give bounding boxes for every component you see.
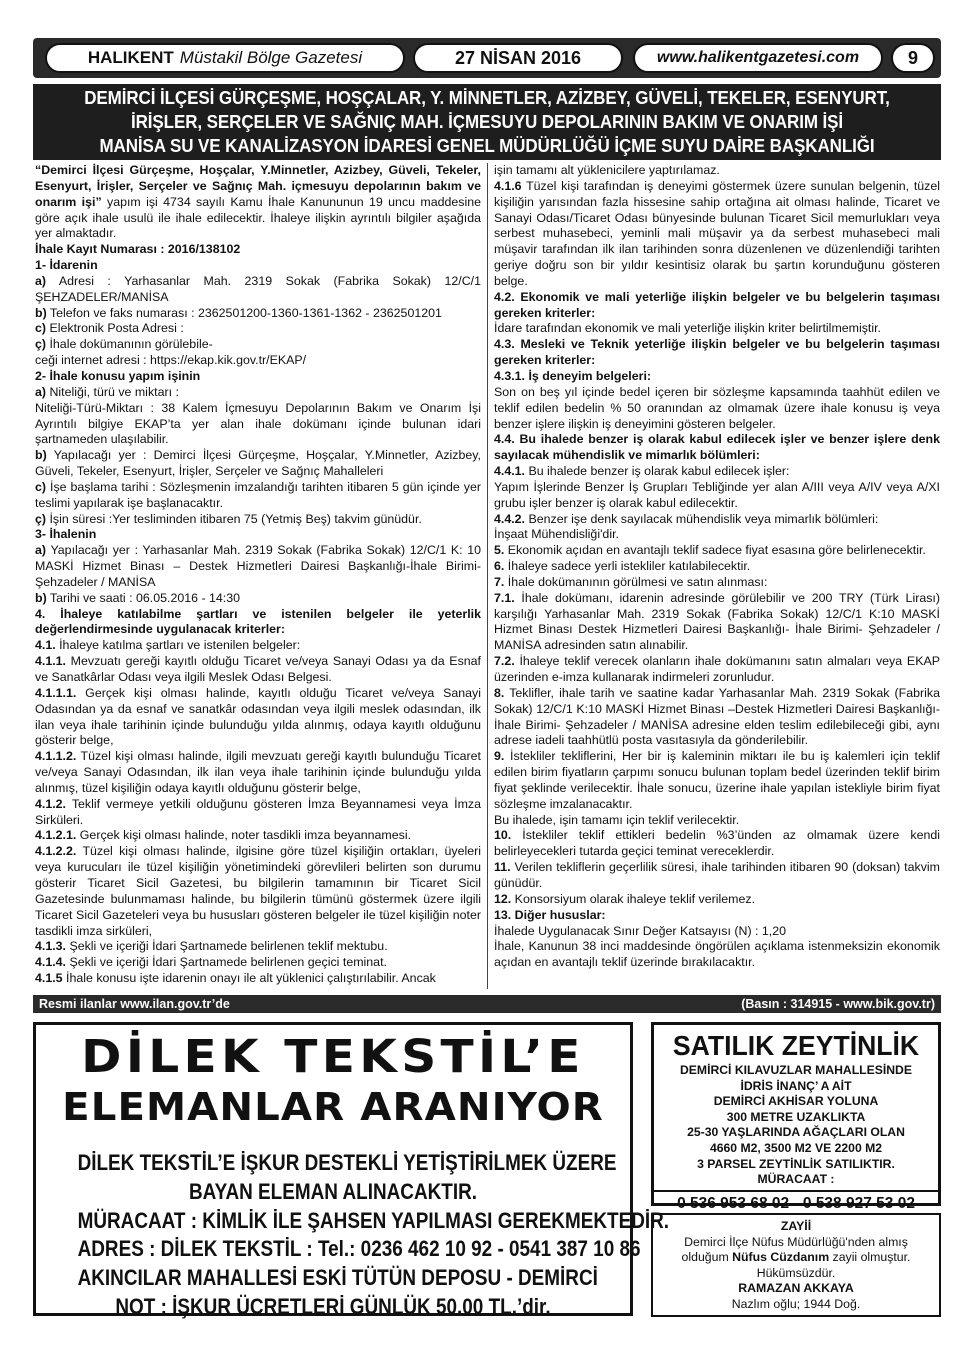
notice-paragraph [494, 924, 940, 940]
paragraph-heading: b) [35, 305, 47, 320]
notice-paragraph [494, 290, 940, 322]
notice-right-column [494, 163, 940, 989]
notice-paragraph [494, 813, 940, 829]
notice-paragraph [35, 480, 481, 512]
paragraph-text: İhale dokümanı, idarenin adresinde görülebilir ve 200 TRY (Türk Lirası) karşılığı Yarhasanlar Mah. 2319 Sokak (Fabrika Sokak) 12/C/1 K:10 MASKİ Hizmet Binası Destek Hizmetleri Dairesi Başkanlığı- İhale Birimi- Şehzadeler / MANİSA adresinden satın alınabilir. [494, 590, 940, 653]
paragraph-heading: 13. Diğer hususlar: [494, 907, 606, 922]
notice-paragraph [494, 908, 940, 924]
notice-paragraph [494, 939, 940, 971]
paragraph-text: Telefon ve faks numarası : 2362501200-1360-1361-1362 - 2362501201 [46, 305, 442, 320]
notice-paragraph [35, 686, 481, 749]
paragraph-heading: 4.4.2. [494, 511, 526, 526]
olive-ad-title: SATILIK ZEYTİNLİK [672, 1030, 920, 1061]
paragraph-heading: 3- İhalenin [35, 527, 97, 542]
paragraph-heading: 7.1. [494, 590, 515, 605]
notice-paragraph [35, 749, 481, 797]
olive-ad-line: 25-30 YAŞLARINDA AĞAÇLARI OLAN [687, 1125, 905, 1140]
dilek-ad-line-3: MÜRACAAT : KİMLİK İLE ŞAHSEN YAPILMASI GEREKMEKTEDİR. [77, 1207, 670, 1233]
lost-notice-owner: RAMAZAN AKKAYA [738, 1281, 854, 1296]
website-link[interactable]: www.halikentgazetesi.com [633, 43, 883, 73]
paragraph-heading: 5. [494, 543, 505, 558]
paragraph-heading: 2- İhale konusu yapım işinin [35, 368, 201, 383]
notice-paragraph [35, 306, 481, 322]
headline-line-1: DEMİRCİ İLÇESİ GÜRÇEŞME, HOŞÇALAR, Y. MİNNETLER, AZİZBEY, GÜVELİ, TEKELER, ESENYURT, [84, 87, 890, 108]
paragraph-heading: 1- İdarenin [35, 258, 98, 273]
paragraph-heading: 6. [494, 559, 505, 574]
lost-notice-title: ZAYİİ [780, 1219, 812, 1233]
lost-notice-text: olduğum [681, 1250, 733, 1265]
paragraph-heading: 4.1.1. [35, 654, 67, 669]
notice-paragraph [494, 179, 940, 290]
notice-paragraph [35, 337, 481, 353]
paragraph-text: işin tamamı alt yüklenicilere yaptırılamaz. [494, 163, 720, 177]
olive-ad-line: 4660 M2, 3500 M2 VE 2200 M2 [709, 1140, 883, 1155]
notice-paragraph [35, 955, 481, 971]
dilek-ad-subtitle: ELEMANLAR ARANIYOR [62, 1085, 604, 1129]
notice-paragraph [494, 464, 940, 480]
paragraph-text: İhale konusu işte idarenin onayı ile alt yüklenici çalıştırılabilir. Ancak [62, 971, 436, 986]
paragraph-text: Mevzuatı gereği kayıtlı olduğu Ticaret ve/veya Sanayi Odası ya da Esnaf ve Sanatkârlar Odası veya ilgili Meslek Odası Belgesi. [35, 654, 481, 684]
notice-paragraph [35, 543, 481, 591]
paragraph-text: İhalede Uygulanacak Sınır Değer Katsayısı (N) : 1,20 [494, 923, 787, 938]
paragraph-heading: 10. [494, 828, 512, 843]
paragraph-heading: a) [35, 543, 47, 558]
lost-notice-line-3: Hükümsüzdür. [756, 1265, 836, 1280]
paragraph-text: İhaleye katılma şartları ve istenilen belgeler: [55, 638, 301, 653]
paragraph-text: Tarihi ve saati : 06.05.2016 - 14:30 [46, 590, 241, 605]
paragraph-heading: İhale Kayıt Numarası : 2016/138102 [35, 242, 241, 257]
lost-notice-line-2 [653, 1250, 939, 1266]
dilek-ad-line-6: NOT : İŞKUR ÜCRETLERİ GÜNLÜK 50.00 TL.’dir. [115, 1293, 551, 1319]
paragraph-text: Tüzel kişi olması halinde, ilgisine göre tüzel kişiliğin ortakları, üyeleri veya kurucuları ile tüzel kişiliğin yönetimindeki görevlileri belirten son durumu gösterir Ticaret Sicil Gazetesi, bu bilgilerin tamamının bir Ticaret Sicil Gazetesinde bulunmaması halinde, bu bilgilerin tümünü göstermek üzere ilgili Ticaret Sicil Gazeteleri veya bu hususları gösteren belgeler ile tüzel kişiliğin noter tasdikli imza sirküleri, [35, 844, 481, 938]
paragraph-heading: 4.3. Mesleki ve Teknik yeterliğe ilişkin belgeler ve bu belgelerin taşıması gereken kriterler: [494, 337, 940, 368]
olive-ad-line: DEMİRCİ KILAVUZLAR MAHALLESİNDE [679, 1063, 912, 1077]
headline-line-3: MANİSA SU VE KANALİZASYON İDARESİ GENEL MÜDÜRLÜĞÜ İÇME SUYU DAİRE BAŞKANLIĞI [99, 135, 875, 156]
headline-line-2: İRİŞLER, SERÇELER VE SAĞNIÇ MAH. İÇMESUYU DEPOLARININ BAKIM VE ONARIM İŞİ [130, 111, 844, 132]
notice-paragraph [35, 274, 481, 306]
paragraph-text: İşe başlama tarihi : Sözleşmenin imzalandığı tarihten itibaren 5 gün içinde yer teslimi yapılarak işe başlanacaktır. [35, 479, 481, 510]
paragraph-text: ceği internet adresi : https://ekap.kik.gov.tr/EKAP/ [35, 353, 307, 368]
paragraph-text: Niteliği-Türü-Miktarı : 38 Kalem İçmesuyu Depolarının Bakım ve Onarım İşi Ayrıntılı bilgiye EKAP’ta yer alan ihale dokümanı içinde bulunan idari şartnameden ulaşılabilir. [35, 400, 481, 447]
notice-paragraph [494, 512, 940, 528]
olive-ad-line: MÜRACAAT : [757, 1172, 835, 1187]
paper-name: HALIKENT [87, 48, 174, 67]
paragraph-heading: c) [35, 321, 47, 336]
paragraph-text: İhale dokümanının görülebile- [46, 337, 213, 352]
paragraph-heading: b) [35, 448, 47, 463]
notice-paragraph [494, 860, 940, 892]
paragraph-heading: 4.3.1. İş deneyim belgeleri: [494, 368, 652, 383]
paragraph-heading: 8. [494, 685, 505, 700]
dilek-tekstil-ad [33, 1022, 670, 1319]
olive-ad-line: İDRİS İNANÇ’ A AİT [740, 1078, 852, 1093]
paragraph-heading: 4.2. Ekonomik ve mali yeterliğe ilişkin belgeler ve bu belgelerin taşıması gereken kriterler: [494, 289, 940, 320]
paragraph-heading: 4.1.5 [35, 971, 63, 986]
notice-paragraph [35, 527, 481, 543]
notice-paragraph [35, 971, 481, 987]
paragraph-heading: 4.4. Bu ihalede benzer iş olarak kabul edilecek işler ve benzer işlere denk sayılacak mühendislik ve mimarlık bölümleri: [494, 432, 940, 463]
paragraph-text: İhale dokümanının görülmesi ve satın alınması: [504, 574, 768, 589]
notice-paragraph [494, 559, 940, 575]
olive-ad-line: DEMİRCİ AKHİSAR YOLUNA [713, 1094, 879, 1109]
olive-ad-line: 3 PARSEL ZEYTİNLİK SATILIKTIR. [697, 1156, 895, 1171]
notice-paragraph [494, 591, 940, 654]
paragraph-text: Niteliği, türü ve miktarı : [46, 384, 179, 399]
paragraph-heading: ç) [35, 337, 47, 352]
notice-paragraph [35, 163, 481, 242]
notice-paragraph [494, 369, 940, 385]
paragraph-heading: 9. [494, 749, 505, 764]
paragraph-heading: a) [35, 384, 47, 399]
paragraph-text: İnşaat Mühendisliği'dir. [494, 527, 619, 542]
paragraph-text: İdare tarafından ekonomik ve mali yeterliğe ilişkin kriter belirtilmemiştir. [494, 321, 882, 336]
paragraph-heading: 7.2. [494, 654, 515, 669]
notice-paragraph [35, 828, 481, 844]
lost-notice-text: zayii olmuştur. [829, 1250, 911, 1265]
dilek-ad-line-1: DİLEK TEKSTİL’E İŞKUR DESTEKLİ YETİŞTİRİLMEK ÜZERE [77, 1150, 617, 1175]
paragraph-heading: b) [35, 590, 47, 605]
notice-paragraph [35, 939, 481, 955]
notice-footer [33, 995, 941, 1013]
dilek-ad-title: DİLEK TEKSTİL’E [81, 1030, 585, 1083]
notice-paragraph [494, 543, 940, 559]
paragraph-text: Son on beş yıl içinde bedel içeren bir sözleşme kapsamında taahhüt edilen ve teklif edilen bedelin % 50 oranından az olmamak üzere ihale konusu iş veya benzer işlere ilişkin iş deneyimini gösteren belgeler. [494, 384, 940, 431]
paragraph-text: Konsorsiyum olarak ihaleye teklif verilemez. [511, 891, 756, 906]
notice-paragraph [494, 432, 940, 464]
lost-notice-line-5: Nazlım oğlu; 1944 Doğ. [731, 1296, 861, 1311]
notice-headline [33, 84, 941, 160]
olive-ad-phone: 0 536 953 68 02 - 0 538 927 53 02 [654, 1190, 938, 1214]
paragraph-text: Adresi : Yarhasanlar Mah. 2319 Sokak (Fabrika Sokak) 12/C/1 ŞEHZADELER/MANİSA [35, 273, 481, 304]
notice-paragraph [494, 337, 940, 369]
notice-paragraph [494, 575, 940, 591]
page-header [33, 38, 941, 78]
paragraph-text: Bu ihalede benzer iş olarak kabul edilecek işler: [525, 464, 790, 479]
paragraph-text: Verilen tekliflerin geçerlilik süresi, ihale tarihinden itibaren 90 (doksan) takvim günüdür. [494, 860, 940, 890]
notice-paragraph [494, 321, 940, 337]
notice-paragraph [494, 892, 940, 908]
paragraph-text: Şekli ve içeriği İdari Şartnamede belirlenen geçici teminat. [66, 955, 387, 970]
olive-grove-sale-ad [651, 1022, 941, 1212]
paragraph-text: Yapılacağı yer : Yarhasanlar Mah. 2319 Sokak (Fabrika Sokak) 12/C/1 K: 10 MASKİ Hizmet Binası – Destek Hizmetleri Dairesi Başkanlığı-İhale Birimi- Şehzadeler / MANİSA [35, 543, 481, 589]
notice-paragraph [494, 828, 940, 860]
paragraph-text: Tüzel kişi tarafından iş deneyimi göstermek üzere sunulan belgenin, tüzel kişiliğin yarısından fazla hissesine sahip ortağına ait olması halinde, Ticaret ve Sanayi Odası/Ticaret Odası bünyesinde bulunan Ticaret Sicil memurlukları veya serbest muhasebeci, yeminli mali müşavir ya da serbest muhasebeci mali müşavir tarafından ilk ilan tarihinden sonra düzenlenen ve düzenlendiği tarihten geriye doğru son bir yıldır kesintisiz olarak bu şartın korunduğunu gösteren belge. [494, 178, 940, 288]
paragraph-heading: 4.1.2.2. [35, 844, 77, 859]
paragraph-text: Gerçek kişi olması halinde, noter tasdikli imza beyannamesi. [76, 828, 412, 843]
notice-paragraph [494, 686, 940, 749]
paragraph-heading: 12. [494, 891, 512, 906]
dilek-ad-line-5: AKINCILAR MAHALLESİ ESKİ TÜTÜN DEPOSU - DEMİRCİ [77, 1265, 598, 1291]
paragraph-text: Elektronik Posta Adresi : [46, 321, 184, 336]
paragraph-heading: 4. İhaleye katılabilme şartları ve istenilen belgeler ile yeterlik değerlendirmesinde uygulanacak kriterler: [35, 606, 481, 637]
notice-paragraph [35, 385, 481, 401]
notice-paragraph [35, 638, 481, 654]
press-reference: (Basın : 314915 - www.bik.gov.tr) [741, 997, 935, 1011]
paragraph-text: Tüzel kişi olması halinde, ilgili mevzuatı gereği kayıtlı bulunduğu Ticaret ve/veya Sanayi Odasından, ilk ilan veya ihale tarihinin içinde bulunduğu yılda alınmış, tüzel kişiliğin odaya kayıtlı olduğunu gösterir belge, [35, 749, 481, 795]
paragraph-heading: 4.1.2. [35, 796, 67, 811]
paragraph-text: Yapılacağı yer : Demirci İlçesi Gürçeşme, Hoşçalar, Y.Minnetler, Azizbey, Güveli, Tekeler, Esenyurt, İrişler, Serçeler ve Sağnıç Mahalleleri [35, 448, 481, 479]
paragraph-text: Teklif vermeye yetkili olduğunu gösteren İmza Beyannamesi veya İmza Sirküleri. [35, 796, 481, 827]
notice-paragraph [35, 321, 481, 337]
notice-paragraph [35, 448, 481, 480]
paragraph-text: İşin süresi :Yer tesliminden itibaren 75 (Yetmiş Beş) takvim günüdür. [46, 511, 422, 526]
paragraph-text: Şekli ve içeriği İdari Şartnamede belirlenen teklif mektubu. [66, 939, 388, 954]
paragraph-heading: 4.1.3. [35, 939, 67, 954]
paragraph-text: yapım işi 4734 sayılı Kamu İhale Kanununun 19 uncu maddesine göre açık ihale usulü ile ihale edilecektir. İhaleye ilişkin ayrıntılı bilgiler aşağıda yer almaktadır. [35, 194, 481, 241]
notice-paragraph [494, 527, 940, 543]
notice-paragraph [35, 242, 481, 258]
paragraph-heading: 4.1.1.2. [35, 749, 77, 764]
notice-paragraph [35, 654, 481, 686]
paragraph-text: Benzer işe denk sayılacak mühendislik veya mimarlık bölümleri: [525, 511, 879, 526]
notice-paragraph [35, 512, 481, 528]
paragraph-heading: “Demirci İlçesi Gürçeşme, Hoşçalar, Y.Minnetler, Azizbey, Güveli, Tekeler, Esenyurt, İrişler, Serçeler ve Sağnıç Mah. içmesuyu depolarının bakım ve onarım işi” [35, 163, 481, 209]
notice-paragraph [494, 163, 940, 179]
dilek-ad-line-4: ADRES : DİLEK TEKSTİL : Tel.: 0236 462 10 92 - 0541 387 10 86 [77, 1236, 641, 1262]
paragraph-heading: 4.1.6 [494, 178, 522, 193]
notice-paragraph [35, 401, 481, 449]
notice-paragraph [35, 369, 481, 385]
paragraph-heading: c) [35, 479, 47, 494]
paper-subtitle: Müstakil Bölge Gazetesi [179, 48, 363, 67]
notice-paragraph [35, 258, 481, 274]
notice-paragraph [35, 844, 481, 939]
notice-left-column [35, 163, 481, 989]
notice-paragraph [494, 654, 940, 686]
paragraph-text: Gerçek kişi olması halinde, kayıtlı olduğu Ticaret ve/veya Sanayi Odasından ya da esnaf ve sanatkâr odasından veya ilgili meslek odasından, ilk ilan veya ihale tarihinin içinde bulunduğu yılda alınmış, odaya kayıtlı olduğunu gösterir belge, [35, 685, 481, 748]
lost-notice-document: Nüfus Cüzdanım [732, 1250, 830, 1265]
issue-date: 27 NİSAN 2016 [413, 43, 623, 73]
notice-paragraph [494, 749, 940, 812]
paragraph-text: Teklifler, ihale tarih ve saatine kadar Yarhasanlar Mah. 2319 Sokak (Fabrika Sokak) 12/C/1 K:10 MASKİ Hizmet Binası –Destek Hizmetleri Dairesi Başkanlığı- İhale Birimi- Şehzadeler / MANİSA adresine elden teslim edilebileceği gibi, aynı adrese iadeli taahhütlü posta vasıtasıyla da gönderilebilir. [494, 685, 940, 748]
dilek-ad-line-2: BAYAN ELEMAN ALINACAKTIR. [188, 1178, 478, 1204]
page-number: 9 [891, 43, 935, 73]
lost-id-notice [651, 1213, 941, 1317]
paragraph-heading: 4.1. [35, 638, 56, 653]
paragraph-text: Ekonomik açıdan en avantajlı teklif sadece fiyat esasına göre belirlenecektir. [504, 543, 926, 558]
notice-paragraph [35, 607, 481, 639]
paragraph-text: İstekliler tekliflerini, Her bir iş kaleminin miktarı ile bu iş kalemleri için teklif edilen birim fiyatların çarpımı sonucu bulunan toplam bedel üzerinden teklif birim fiyat şeklinde verilecektir. İhale sonucu, üzerine ihale yapılan istekliyle birim fiyat sözleşme imzalanacaktır. [494, 749, 940, 811]
paragraph-text: Yapım İşlerinde Benzer İş Grupları Tebliğinde yer alan A/III veya A/IV veya A/XI grubu işler benzer iş olarak kabul edilecektir. [494, 479, 940, 510]
paragraph-text: İstekliler teklif ettikleri bedelin %3’ünden az olmamak üzere kendi belirleyecekleri tutarda geçici teminat vereceklerdir. [494, 828, 940, 859]
notice-paragraph [494, 385, 940, 433]
paragraph-text: İhaleye teklif verecek olanların ihale dokümanını satın almaları veya EKAP üzerinden e-imza kullanarak indirmeleri zorunludur. [494, 654, 940, 684]
notice-paragraph [35, 797, 481, 829]
column-divider [487, 163, 488, 989]
paragraph-heading: 4.1.2.1. [35, 828, 77, 843]
paragraph-heading: 11. [494, 860, 511, 875]
official-ads-link[interactable]: Resmi ilanlar www.ilan.gov.tr’de [39, 997, 230, 1011]
paragraph-text: İhaleye sadece yerli istekliler katılabilecektir. [504, 559, 751, 574]
paragraph-text: İhale, Kanunun 38 inci maddesinde öngörülen açıklama istenmeksizin ekonomik açıdan en avantajlı teklif üzerinde bırakılacaktır. [494, 939, 940, 970]
paragraph-heading: 4.4.1. [494, 464, 526, 479]
notice-paragraph [35, 591, 481, 607]
paragraph-heading: 4.1.1.1. [35, 685, 77, 700]
paragraph-text: Bu ihalede, işin tamamı için teklif verilecektir. [494, 812, 740, 827]
lost-notice-line-1: Demirci İlçe Nüfus Müdürlüğü'nden almış [684, 1234, 908, 1249]
olive-ad-line: 300 METRE UZAKLIKTA [726, 1109, 866, 1124]
paragraph-heading: a) [35, 273, 47, 288]
paper-name-pill [45, 43, 405, 73]
paragraph-heading: ç) [35, 511, 47, 526]
paragraph-heading: 4.1.4. [35, 955, 67, 970]
notice-paragraph [35, 353, 481, 369]
notice-paragraph [494, 480, 940, 512]
paragraph-heading: 7. [494, 574, 505, 589]
